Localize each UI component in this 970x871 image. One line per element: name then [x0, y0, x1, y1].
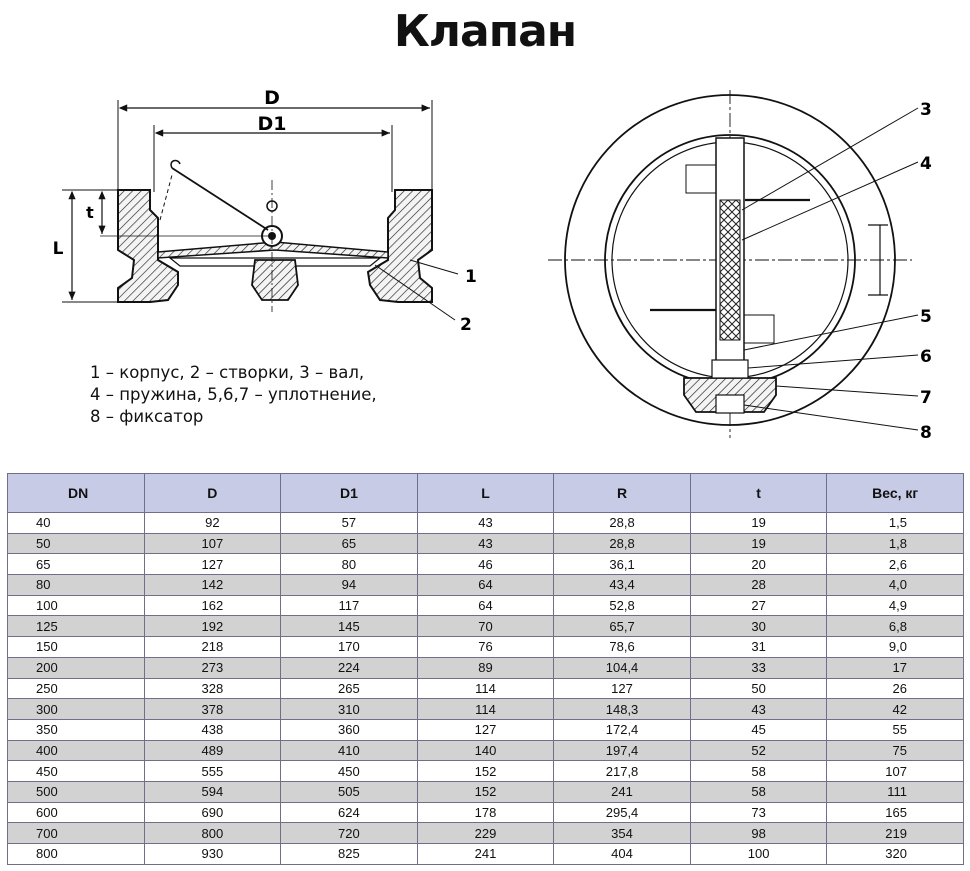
table-row — [8, 823, 964, 844]
legend-line: 1 – корпус, 2 – створки, 3 – вал, — [90, 363, 365, 382]
table-cell: 127 — [417, 719, 554, 740]
table-row — [8, 637, 964, 658]
table-cell: 320 — [827, 844, 964, 865]
table-cell: 438 — [144, 719, 281, 740]
table-cell: 404 — [554, 844, 691, 865]
table-cell: 92 — [144, 513, 281, 534]
table-cell: 192 — [144, 616, 281, 637]
table-cell: 127 — [554, 678, 691, 699]
table-cell: 55 — [827, 719, 964, 740]
table-cell: 295,4 — [554, 802, 691, 823]
table-cell: 700 — [8, 823, 145, 844]
table-cell: 152 — [417, 781, 554, 802]
table-cell: 410 — [281, 740, 418, 761]
table-cell: 450 — [281, 761, 418, 782]
table-cell: 217,8 — [554, 761, 691, 782]
front-view — [548, 90, 932, 443]
table-cell: 28 — [690, 575, 827, 596]
table-cell: 170 — [281, 637, 418, 658]
table-cell: 73 — [690, 802, 827, 823]
table-cell: 114 — [417, 678, 554, 699]
table-row — [8, 513, 964, 534]
table-cell: 58 — [690, 781, 827, 802]
table-cell: 148,3 — [554, 699, 691, 720]
table-cell: 145 — [281, 616, 418, 637]
table-cell: 43,4 — [554, 575, 691, 596]
table-row — [8, 761, 964, 782]
table-cell: 36,1 — [554, 554, 691, 575]
table-row — [8, 657, 964, 678]
table-row — [8, 781, 964, 802]
table-cell: 20 — [690, 554, 827, 575]
table-cell: 800 — [144, 823, 281, 844]
table-cell: 505 — [281, 781, 418, 802]
table-cell: 28,8 — [554, 513, 691, 534]
table-row — [8, 575, 964, 596]
table-cell: 142 — [144, 575, 281, 596]
table-cell: 107 — [827, 761, 964, 782]
table-cell: 489 — [144, 740, 281, 761]
table-cell: 46 — [417, 554, 554, 575]
table-cell: 273 — [144, 657, 281, 678]
table-header-row — [8, 474, 964, 513]
table-cell: 152 — [417, 761, 554, 782]
table-cell: 400 — [8, 740, 145, 761]
table-cell: 229 — [417, 823, 554, 844]
table-cell: 80 — [281, 554, 418, 575]
col-header-dn: DN — [8, 474, 145, 513]
table-cell: 76 — [417, 637, 554, 658]
table-cell: 104,4 — [554, 657, 691, 678]
legend-line: 4 – пружина, 5,6,7 – уплотнение, — [90, 385, 377, 404]
table-cell: 17 — [827, 657, 964, 678]
table-cell: 65 — [281, 533, 418, 554]
table-row — [8, 595, 964, 616]
table-cell: 219 — [827, 823, 964, 844]
table-cell: 89 — [417, 657, 554, 678]
table-cell: 1,5 — [827, 513, 964, 534]
col-header-d: D — [144, 474, 281, 513]
table-cell: 127 — [144, 554, 281, 575]
table-row — [8, 678, 964, 699]
table-cell: 33 — [690, 657, 827, 678]
table-cell: 6,8 — [827, 616, 964, 637]
table-cell: 178 — [417, 802, 554, 823]
table-cell: 27 — [690, 595, 827, 616]
table-cell: 378 — [144, 699, 281, 720]
table-cell: 100 — [690, 844, 827, 865]
dim-l-label: L — [52, 239, 64, 259]
callout-3: 3 — [920, 100, 932, 120]
table-cell: 594 — [144, 781, 281, 802]
table-row — [8, 699, 964, 720]
table-cell: 52 — [690, 740, 827, 761]
table-cell: 224 — [281, 657, 418, 678]
table-cell: 94 — [281, 575, 418, 596]
table-cell: 31 — [690, 637, 827, 658]
col-header-l: L — [417, 474, 554, 513]
table-cell: 98 — [690, 823, 827, 844]
table-cell: 111 — [827, 781, 964, 802]
table-cell: 450 — [8, 761, 145, 782]
table-cell: 350 — [8, 719, 145, 740]
table-cell: 150 — [8, 637, 145, 658]
table-cell: 80 — [8, 575, 145, 596]
legend-line: 8 – фиксатор — [90, 407, 204, 426]
table-cell: 140 — [417, 740, 554, 761]
table-cell: 218 — [144, 637, 281, 658]
table-cell: 600 — [8, 802, 145, 823]
table-cell: 117 — [281, 595, 418, 616]
table-cell: 250 — [8, 678, 145, 699]
table-cell: 65,7 — [554, 616, 691, 637]
table-cell: 43 — [417, 513, 554, 534]
table-cell: 43 — [417, 533, 554, 554]
table-cell: 42 — [827, 699, 964, 720]
dim-t-label: t — [86, 203, 94, 222]
table-cell: 265 — [281, 678, 418, 699]
callout-4: 4 — [920, 154, 932, 174]
dim-d1-label: D1 — [257, 113, 287, 135]
col-header-weight: Вес, кг — [827, 474, 964, 513]
callout-5: 5 — [920, 307, 932, 327]
table-cell: 162 — [144, 595, 281, 616]
table-cell: 360 — [281, 719, 418, 740]
table-row — [8, 554, 964, 575]
table-cell: 64 — [417, 575, 554, 596]
table-cell: 2,6 — [827, 554, 964, 575]
table-cell: 9,0 — [827, 637, 964, 658]
table-cell: 28,8 — [554, 533, 691, 554]
table-cell: 500 — [8, 781, 145, 802]
callout-8: 8 — [920, 423, 932, 443]
table-cell: 70 — [417, 616, 554, 637]
table-row — [8, 740, 964, 761]
table-cell: 100 — [8, 595, 145, 616]
table-cell: 30 — [690, 616, 827, 637]
table-cell: 50 — [8, 533, 145, 554]
callout-2: 2 — [460, 315, 472, 335]
table-cell: 52,8 — [554, 595, 691, 616]
table-cell: 165 — [827, 802, 964, 823]
table-cell: 200 — [8, 657, 145, 678]
side-section-view — [53, 87, 477, 335]
table-cell: 57 — [281, 513, 418, 534]
table-cell: 624 — [281, 802, 418, 823]
table-cell: 555 — [144, 761, 281, 782]
table-cell: 75 — [827, 740, 964, 761]
callout-1: 1 — [465, 267, 477, 287]
table-cell: 19 — [690, 513, 827, 534]
table-row — [8, 802, 964, 823]
table-cell: 300 — [8, 699, 145, 720]
table-cell: 107 — [144, 533, 281, 554]
table-cell: 800 — [8, 844, 145, 865]
table-cell: 172,4 — [554, 719, 691, 740]
table-cell: 4,9 — [827, 595, 964, 616]
table-cell: 58 — [690, 761, 827, 782]
specs-table — [7, 473, 964, 865]
table-cell: 125 — [8, 616, 145, 637]
table-cell: 310 — [281, 699, 418, 720]
table-cell: 328 — [144, 678, 281, 699]
table-cell: 65 — [8, 554, 145, 575]
page-title: Клапан — [393, 6, 577, 57]
table-cell: 40 — [8, 513, 145, 534]
col-header-t: t — [690, 474, 827, 513]
col-header-d1: D1 — [281, 474, 418, 513]
table-row — [8, 616, 964, 637]
table-cell: 50 — [690, 678, 827, 699]
callout-7: 7 — [920, 388, 932, 408]
table-cell: 78,6 — [554, 637, 691, 658]
dim-d-label: D — [264, 87, 280, 109]
parts-legend — [90, 362, 377, 428]
table-cell: 825 — [281, 844, 418, 865]
table-row — [8, 844, 964, 865]
table-row — [8, 719, 964, 740]
table-cell: 19 — [690, 533, 827, 554]
table-cell: 64 — [417, 595, 554, 616]
callout-6: 6 — [920, 347, 932, 367]
table-cell: 4,0 — [827, 575, 964, 596]
table-cell: 1,8 — [827, 533, 964, 554]
table-cell: 197,4 — [554, 740, 691, 761]
table-cell: 354 — [554, 823, 691, 844]
table-cell: 930 — [144, 844, 281, 865]
table-cell: 26 — [827, 678, 964, 699]
table-cell: 114 — [417, 699, 554, 720]
table-body — [8, 513, 964, 865]
table-cell: 241 — [417, 844, 554, 865]
table-row — [8, 533, 964, 554]
table-cell: 690 — [144, 802, 281, 823]
table-cell: 45 — [690, 719, 827, 740]
table-cell: 241 — [554, 781, 691, 802]
table-cell: 43 — [690, 699, 827, 720]
table-cell: 720 — [281, 823, 418, 844]
col-header-r: R — [554, 474, 691, 513]
